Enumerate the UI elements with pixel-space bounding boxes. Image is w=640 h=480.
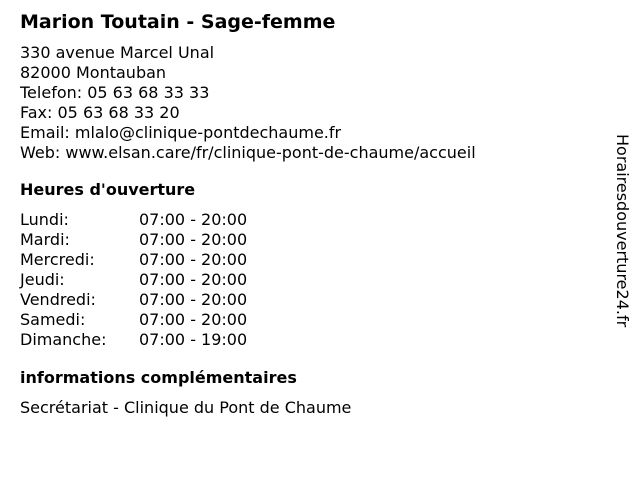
phone-value[interactable]: 05 63 68 33 33 (87, 83, 210, 102)
address-city: 82000 Montauban (20, 63, 167, 82)
email-label: Email: (20, 123, 70, 142)
hours-row-wednesday (20, 250, 247, 270)
day-label: Jeudi: (20, 270, 65, 289)
opening-hours-heading: Heures d'ouverture (20, 180, 196, 199)
address-street: 330 avenue Marcel Unal (20, 43, 215, 62)
day-label: Mardi: (20, 230, 70, 249)
time-range: 07:00 - 20:00 (139, 210, 248, 229)
day-label: Mercredi: (20, 250, 95, 269)
opening-hours-table (20, 210, 247, 350)
fax-value: 05 63 68 33 20 (57, 103, 180, 122)
email-link[interactable]: mlalo@clinique-pontdechaume.fr (74, 123, 342, 142)
fax-row (20, 103, 580, 123)
phone-label: Telefon: (20, 83, 83, 102)
additional-info-text: Secrétariat - Clinique du Pont de Chaume (20, 398, 352, 417)
day-label: Vendredi: (20, 290, 96, 309)
hours-row-tuesday (20, 230, 247, 250)
time-range: 07:00 - 20:00 (139, 250, 248, 269)
time-range: 07:00 - 20:00 (139, 290, 248, 309)
fax-label: Fax: (20, 103, 53, 122)
web-row (20, 143, 580, 163)
time-range: 07:00 - 20:00 (139, 310, 248, 329)
day-label: Dimanche: (20, 330, 107, 349)
time-range: 07:00 - 20:00 (139, 270, 248, 289)
hours-row-thursday (20, 270, 247, 290)
day-label: Lundi: (20, 210, 69, 229)
contact-block (20, 43, 580, 163)
hours-row-monday (20, 210, 247, 230)
web-label: Web: (20, 143, 61, 162)
business-card (20, 9, 580, 418)
phone-row (20, 83, 580, 103)
site-watermark-label: Horairesdouverture24.fr (613, 134, 632, 328)
hours-row-friday (20, 290, 247, 310)
hours-row-saturday (20, 310, 247, 330)
email-row (20, 123, 580, 143)
web-link[interactable]: www.elsan.care/fr/clinique-pont-de-chaume/accueil (65, 143, 476, 162)
time-range: 07:00 - 19:00 (139, 330, 248, 349)
additional-info-heading: informations complémentaires (20, 368, 297, 387)
day-label: Samedi: (20, 310, 86, 329)
page-title: Marion Toutain - Sage-femme (20, 11, 336, 33)
hours-row-sunday (20, 330, 247, 350)
time-range: 07:00 - 20:00 (139, 230, 248, 249)
